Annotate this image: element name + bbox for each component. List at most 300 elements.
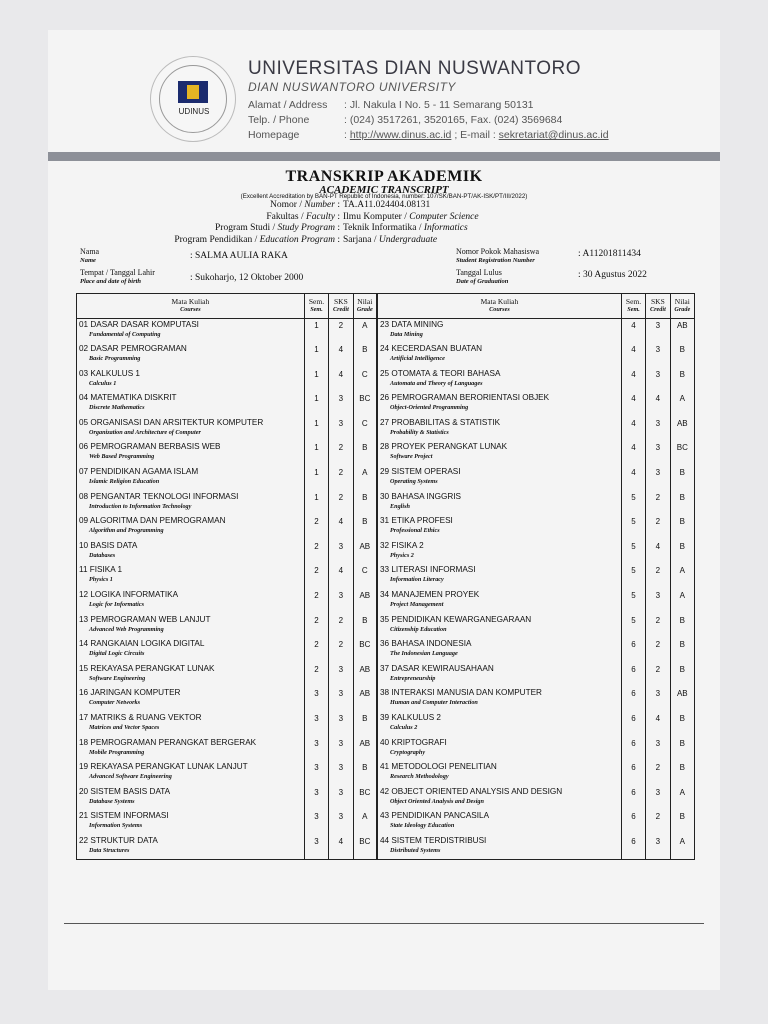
course-sks: 2 (329, 638, 353, 663)
course-name-en: Professional Ethics (390, 527, 440, 535)
course-sem: 6 (621, 712, 645, 737)
course-name-en: Fundamental of Computing (89, 331, 161, 338)
contact-block (248, 98, 609, 143)
course-name-en: Human and Computer Interaction (390, 699, 478, 707)
course-name: 24 KECERDASAN BUATAN (380, 344, 483, 354)
course-cell (378, 564, 622, 589)
course-sks: 2 (646, 491, 670, 516)
course-sks: 4 (329, 835, 353, 860)
course-sem: 1 (304, 466, 328, 491)
pendidikan-label-en: Education Program (259, 234, 335, 245)
homepage-label: Homepage (248, 129, 300, 141)
course-grade: B (353, 614, 376, 639)
course-cell (378, 761, 622, 786)
course-sem: 1 (304, 368, 328, 393)
course-name-en: Software Project (390, 453, 433, 461)
course-name-en: Introduction to Information Technology (89, 502, 192, 510)
course-name-en: Organization and Architecture of Computer (89, 428, 201, 436)
course-name-en: Calculus 1 (89, 379, 117, 387)
course-sem: 3 (304, 786, 328, 811)
course-name-en: Citizenship Education (390, 625, 447, 633)
course-name: 39 KALKULUS 2 (380, 713, 441, 722)
course-cell (378, 491, 622, 516)
course-cell (77, 810, 305, 835)
email-label: ; E-mail : (454, 129, 496, 141)
course-cell (378, 835, 622, 860)
course-cell (77, 319, 305, 344)
course-sem: 3 (304, 737, 328, 762)
table-row (378, 515, 695, 540)
course-cell (77, 663, 305, 688)
course-grade: BC (353, 392, 376, 417)
course-cell (77, 786, 305, 811)
pendidikan-value-en: Undergraduate (378, 234, 438, 245)
course-name-en: Object Oriented Analysis and Design (390, 797, 484, 805)
table-row (77, 540, 377, 565)
table-row (77, 786, 377, 811)
address-label: Alamat / Address (248, 99, 328, 111)
course-name: 23 DATA MINING (380, 320, 444, 329)
nim-label-en: Student Registration Number (456, 257, 535, 264)
nim-label: Nomor Pokok Mahasiswa (456, 247, 540, 256)
course-sks: 3 (329, 687, 353, 712)
fakultas-value: Ilmu Komputer / (343, 211, 407, 222)
table-row (77, 761, 377, 786)
course-grade: B (670, 343, 694, 368)
course-name-en: Entrepreneurship (390, 674, 436, 682)
table-row (378, 466, 695, 491)
course-sks: 2 (646, 663, 670, 688)
course-sem: 6 (621, 663, 645, 688)
course-name: 20 SISTEM BASIS DATA (79, 786, 171, 796)
course-name: 33 LITERASI INFORMASI (380, 565, 476, 575)
accreditation-note: (Excellent Accreditation by BAN-PT Republic of Indonesia, number: 107/SK/BAN-PT/AK-ISK/PT/III/2022) (240, 193, 528, 200)
table-row (378, 392, 695, 417)
course-grade: B (353, 491, 376, 516)
course-sem: 4 (621, 466, 645, 491)
course-cell (378, 810, 622, 835)
course-grade: B (353, 441, 376, 466)
course-sks: 2 (329, 441, 353, 466)
course-grade: B (353, 712, 376, 737)
table-row (378, 441, 695, 466)
course-grade: B (353, 761, 376, 786)
phone-value: : (024) 3517261, 3520165, Fax. (024) 3569684 (344, 114, 563, 126)
course-name-en: Logic for Informatics (89, 601, 144, 609)
table-row (77, 343, 377, 368)
course-cell (378, 343, 622, 368)
course-cell (77, 687, 305, 712)
course-name: 40 KRIPTOGRAFI (380, 737, 447, 747)
course-grade: B (670, 466, 694, 491)
course-sks: 2 (646, 810, 670, 835)
course-sem: 4 (621, 368, 645, 393)
course-name-en: Operating Systems (390, 478, 438, 486)
course-cell (77, 417, 305, 442)
course-name: 37 DASAR KEWIRAUSAHAAN (380, 663, 494, 673)
nomor-label: Nomor / (270, 200, 302, 210)
courses-table-left (76, 293, 377, 860)
nomor-row: Nomor / Number : TA.A11.024404.08131 (270, 200, 431, 210)
course-name: 29 SISTEM OPERASI (380, 467, 461, 477)
course-grade: B (670, 491, 694, 516)
table-row (378, 343, 695, 368)
course-cell (378, 687, 622, 712)
course-name-en: Islamic Religion Education (89, 478, 160, 486)
table-row (378, 737, 695, 762)
course-cell (77, 614, 305, 639)
course-name-en: Physics 2 (390, 551, 414, 559)
course-sks: 4 (329, 368, 353, 393)
table-row (378, 491, 695, 516)
table-row (77, 663, 377, 688)
course-sks: 3 (646, 319, 670, 344)
course-grade: B (670, 761, 694, 786)
course-sks: 2 (646, 638, 670, 663)
course-grade: B (670, 737, 694, 762)
course-name-en: Cryptography (390, 748, 426, 756)
birth-label: Tempat / Tanggal Lahir (80, 268, 155, 277)
course-name: 26 PEMROGRAMAN BERORIENTASI OBJEK (380, 393, 550, 403)
table-row (77, 319, 377, 344)
course-sem: 6 (621, 638, 645, 663)
course-sem: 1 (304, 417, 328, 442)
graduation-value: : 30 Agustus 2022 (578, 270, 647, 280)
table-row (378, 368, 695, 393)
course-name: 03 KALKULUS 1 (79, 368, 140, 378)
course-cell (77, 491, 305, 516)
course-sks: 2 (329, 319, 353, 344)
course-sem: 2 (304, 540, 328, 565)
course-cell (378, 638, 622, 663)
course-name-en: The Indonesian Language (390, 650, 458, 658)
course-sks: 3 (329, 663, 353, 688)
table-row (378, 319, 695, 344)
course-sks: 3 (646, 589, 670, 614)
course-sem: 4 (621, 343, 645, 368)
course-name: 32 FISIKA 2 (380, 540, 424, 550)
name-label-block (80, 247, 99, 265)
course-grade: B (670, 614, 694, 639)
course-name: 31 ETIKA PROFESI (380, 516, 453, 526)
course-name: 30 BAHASA INGGRIS (380, 491, 461, 501)
course-sks: 3 (329, 392, 353, 417)
address-value: : Jl. Nakula I No. 5 - 11 Semarang 50131 (344, 99, 534, 111)
table-row (77, 687, 377, 712)
name-label-en: Name (80, 257, 96, 264)
prodi-label-en: Study Program (277, 223, 335, 233)
nomor-value: TA.A11.024404.08131 (343, 200, 431, 210)
table-row (77, 515, 377, 540)
course-cell (77, 761, 305, 786)
course-sks: 3 (646, 441, 670, 466)
course-cell (378, 368, 622, 393)
course-cell (378, 441, 622, 466)
table-row (378, 564, 695, 589)
course-name-en: Data Mining (390, 331, 423, 338)
course-sks: 3 (646, 786, 670, 811)
course-name-en: Computer Networks (89, 699, 141, 707)
course-name: 43 PENDIDIKAN PANCASILA (380, 811, 490, 821)
table-row (77, 417, 377, 442)
course-sks: 4 (646, 540, 670, 565)
prodi-value: Teknik Informatika / (343, 223, 422, 233)
course-name-en: State Ideology Education (390, 822, 455, 830)
course-cell (77, 737, 305, 762)
document-title (48, 168, 720, 196)
table-row (378, 810, 695, 835)
course-name-en: Probability & Statistics (390, 428, 449, 436)
header-grade: Nilai Grade (670, 294, 694, 319)
header-course: Mata Kuliah Courses (378, 294, 622, 319)
header-sem: Sem. Sem. (621, 294, 645, 319)
email-link[interactable]: sekretariat@dinus.ac.id (498, 129, 609, 141)
course-name-en: Advanced Web Programming (89, 625, 164, 633)
table-row (378, 540, 695, 565)
header-course: Mata Kuliah Courses (77, 294, 305, 319)
course-sem: 5 (621, 614, 645, 639)
header-divider-band (48, 152, 720, 161)
course-sem: 3 (304, 810, 328, 835)
university-seal-icon (150, 56, 236, 142)
fakultas-label-en: Faculty (305, 211, 335, 222)
course-name-en: Discrete Mathematics (89, 404, 145, 412)
course-grade: B (670, 712, 694, 737)
course-cell (77, 540, 305, 565)
course-name: 18 PEMROGRAMAN PERANGKAT BERGERAK (79, 737, 257, 747)
header-grade: Nilai Grade (353, 294, 376, 319)
course-grade: BC (670, 441, 694, 466)
course-sks: 3 (329, 712, 353, 737)
phone-row (248, 113, 609, 128)
course-cell (77, 392, 305, 417)
course-grade: AB (670, 319, 694, 344)
header-sks: SKS Credit (329, 294, 353, 319)
course-sks: 2 (646, 614, 670, 639)
course-cell (378, 466, 622, 491)
course-name: 21 SISTEM INFORMASI (79, 811, 169, 821)
course-sks: 2 (646, 564, 670, 589)
table-row (77, 614, 377, 639)
course-grade: BC (353, 638, 376, 663)
course-name-en: Digital Logic Circuits (89, 650, 145, 658)
course-cell (378, 589, 622, 614)
course-name: 36 BAHASA INDONESIA (380, 639, 472, 649)
course-name-en: Web Based Programming (89, 453, 155, 461)
table-row (378, 835, 695, 860)
course-name: 25 OTOMATA & TEORI BAHASA (380, 368, 501, 378)
course-name-en: Research Methodology (390, 773, 449, 781)
course-cell (77, 564, 305, 589)
course-name-en: Databases (89, 551, 116, 559)
table-row (378, 663, 695, 688)
course-cell (378, 392, 622, 417)
course-grade: B (670, 638, 694, 663)
course-name: 10 BASIS DATA (79, 540, 138, 550)
table-row (378, 786, 695, 811)
course-grade: B (670, 663, 694, 688)
course-sem: 6 (621, 786, 645, 811)
table-header-row (77, 294, 377, 319)
course-name-en: Information Systems (89, 822, 143, 830)
course-name: 07 PENDIDIKAN AGAMA ISLAM (79, 467, 199, 477)
title-main: TRANSKRIP AKADEMIK (285, 168, 483, 185)
course-name-en: Object-Oriented Programming (390, 404, 469, 412)
pendidikan-value: Sarjana / (343, 234, 377, 245)
graduation-label-en: Date of Graduation (456, 278, 509, 285)
table-row (378, 761, 695, 786)
course-grade: A (670, 835, 694, 860)
course-sem: 3 (304, 712, 328, 737)
table-row (77, 466, 377, 491)
course-name: 41 METODOLOGI PENELITIAN (380, 762, 497, 772)
table-row (77, 712, 377, 737)
course-cell (378, 786, 622, 811)
university-name-en: DIAN NUSWANTORO UNIVERSITY (248, 80, 456, 94)
course-sem: 5 (621, 564, 645, 589)
course-name-en: Information Literacy (390, 576, 444, 584)
course-sks: 3 (646, 466, 670, 491)
course-grade: A (670, 392, 694, 417)
course-name: 28 PROYEK PERANGKAT LUNAK (380, 442, 508, 452)
course-sks: 3 (329, 540, 353, 565)
course-grade: A (353, 810, 376, 835)
course-sem: 2 (304, 614, 328, 639)
course-grade: A (353, 319, 376, 344)
course-name: 05 ORGANISASI DAN ARSITEKTUR KOMPUTER (79, 417, 264, 427)
course-sem: 1 (304, 491, 328, 516)
course-name: 16 JARINGAN KOMPUTER (79, 688, 181, 698)
course-cell (378, 737, 622, 762)
course-sem: 4 (621, 319, 645, 344)
course-cell (378, 712, 622, 737)
course-sks: 4 (329, 564, 353, 589)
course-sem: 6 (621, 687, 645, 712)
course-sem: 3 (304, 687, 328, 712)
course-sem: 5 (621, 589, 645, 614)
course-sem: 2 (304, 564, 328, 589)
address-row (248, 98, 609, 113)
table-header-row (378, 294, 695, 319)
table-row (378, 712, 695, 737)
table-row (378, 417, 695, 442)
course-sks: 4 (646, 712, 670, 737)
program-info (48, 200, 720, 246)
course-cell (378, 417, 622, 442)
course-sem: 6 (621, 810, 645, 835)
course-sks: 4 (646, 392, 670, 417)
table-row (378, 687, 695, 712)
graduation-label-block (456, 268, 508, 286)
prodi-label: Program Studi / (215, 223, 276, 233)
course-cell (378, 319, 622, 344)
university-name: UNIVERSITAS DIAN NUSWANTORO (248, 58, 582, 79)
course-sem: 5 (621, 515, 645, 540)
course-sks: 4 (329, 515, 353, 540)
birth-label-en: Place and date of birth (80, 278, 142, 285)
table-row (378, 638, 695, 663)
course-sks: 2 (329, 466, 353, 491)
pendidikan-label: Program Pendidikan / (174, 234, 258, 245)
course-sks: 3 (329, 417, 353, 442)
course-name-en: Mobile Programming (89, 748, 145, 756)
course-sem: 4 (621, 441, 645, 466)
course-name-en: Data Structures (89, 846, 130, 854)
course-sem: 1 (304, 343, 328, 368)
seal-label: UDINUS (178, 107, 210, 116)
course-cell (378, 515, 622, 540)
course-sks: 3 (646, 835, 670, 860)
course-sks: 2 (646, 515, 670, 540)
course-name: 22 STRUKTUR DATA (79, 835, 158, 845)
prodi-row: Program Studi / Study Program : Teknik Informatika / Informatics (215, 223, 468, 233)
course-name-en: Project Management (390, 601, 444, 609)
fakultas-row: Fakultas / Faculty : Ilmu Komputer / Computer Science (266, 211, 479, 222)
course-sks: 2 (646, 761, 670, 786)
course-sem: 4 (621, 417, 645, 442)
course-name: 19 REKAYASA PERANGKAT LUNAK LANJUT (79, 762, 248, 772)
course-name-en: Matrices and Vector Spaces (89, 724, 160, 731)
table-row (77, 835, 377, 860)
course-sks: 3 (329, 810, 353, 835)
course-name: 01 DASAR DASAR KOMPUTASI (79, 320, 199, 329)
course-cell (77, 441, 305, 466)
course-name-en: Distributed Systems (390, 846, 441, 854)
course-name-en: English (390, 502, 410, 510)
course-cell (77, 343, 305, 368)
course-name: 42 OBJECT ORIENTED ANALYSIS AND DESIGN (380, 786, 563, 796)
course-name-en: Calculus 2 (390, 724, 418, 731)
course-sks: 3 (646, 343, 670, 368)
course-grade: A (353, 466, 376, 491)
header-sem: Sem. Sem. (304, 294, 328, 319)
course-sem: 3 (304, 835, 328, 860)
nim-value: : A11201811434 (578, 249, 641, 259)
course-grade: A (670, 589, 694, 614)
course-sks: 2 (329, 491, 353, 516)
course-name: 09 ALGORITMA DAN PEMROGRAMAN (79, 516, 226, 526)
course-grade: BC (353, 835, 376, 860)
courses-table-right (377, 293, 695, 860)
course-cell (378, 663, 622, 688)
birth-value: : Sukoharjo, 12 Oktober 2000 (190, 273, 304, 283)
course-name: 35 PENDIDIKAN KEWARGANEGARAAN (380, 614, 532, 624)
homepage-sep: : (344, 129, 347, 141)
course-grade: B (670, 540, 694, 565)
course-sks: 3 (646, 737, 670, 762)
course-sem: 1 (304, 392, 328, 417)
course-sks: 3 (646, 417, 670, 442)
course-sks: 3 (329, 761, 353, 786)
homepage-link[interactable]: http://www.dinus.ac.id (349, 129, 452, 141)
course-grade: AB (670, 687, 694, 712)
course-name: 15 REKAYASA PERANGKAT LUNAK (79, 663, 215, 673)
course-sem: 5 (621, 540, 645, 565)
course-grade: A (670, 564, 694, 589)
course-name-en: Automata and Theory of Languages (390, 379, 483, 387)
course-cell (378, 614, 622, 639)
course-name: 17 MATRIKS & RUANG VEKTOR (79, 713, 202, 722)
course-name-en: Database Systems (89, 797, 135, 805)
course-name: 11 FISIKA 1 (79, 565, 123, 575)
table-row (77, 638, 377, 663)
table-row (378, 614, 695, 639)
course-sem: 6 (621, 761, 645, 786)
name-label: Nama (80, 247, 100, 256)
fakultas-label: Fakultas / (266, 211, 304, 222)
course-grade: AB (353, 663, 376, 688)
course-sks: 3 (329, 786, 353, 811)
